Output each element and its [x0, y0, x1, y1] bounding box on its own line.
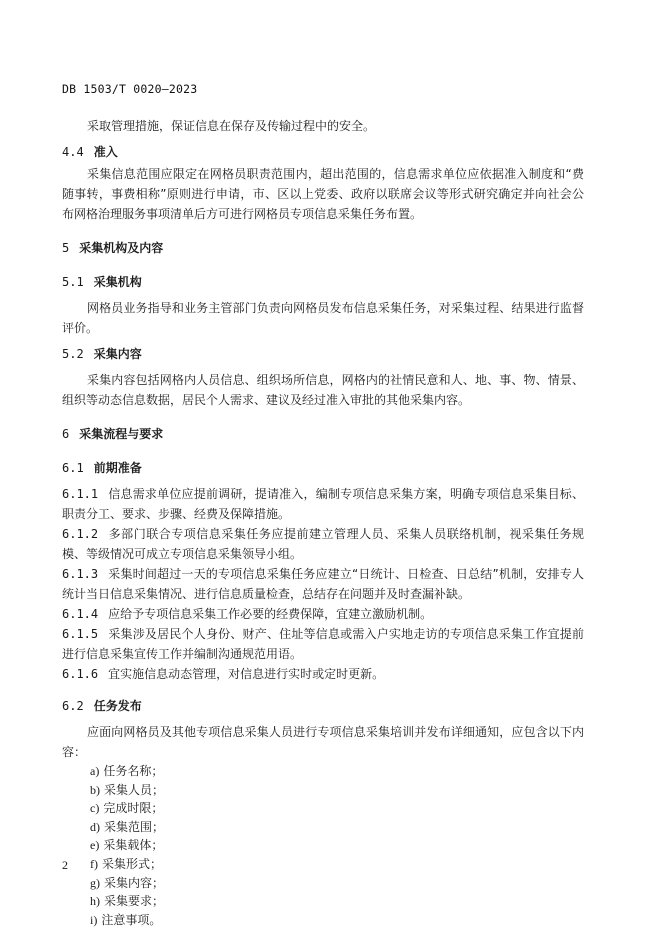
list-marker: g)	[90, 875, 100, 890]
section-title: 采集机构	[93, 275, 142, 289]
section-title: 前期准备	[93, 461, 142, 475]
document-code: DB 1503/T 0020—2023	[62, 82, 198, 96]
section-number: 5	[62, 241, 70, 255]
list-item-text: 采集人员；	[104, 782, 165, 797]
list-marker: f)	[90, 856, 98, 871]
section-title: 采集流程与要求	[79, 427, 164, 441]
list-marker: a)	[90, 764, 100, 778]
list-marker: h)	[90, 894, 100, 909]
clause-number: 6.1.2	[62, 527, 99, 541]
list-item-text: 采集内容；	[104, 875, 165, 890]
clause-text: 多部门联合专项信息采集任务应提前建立管理人员、采集人员联络机制，视采集任务规模、等级情况可成立专项信息采集领导小组。	[62, 527, 584, 561]
list-item-text: 任务名称；	[103, 764, 164, 778]
document-body	[62, 116, 584, 929]
section-number: 6.2	[62, 699, 84, 713]
list-item-text: 完成时限；	[103, 801, 164, 816]
clause-text: 信息需求单位应提前调研，提请准入，编制专项信息采集方案，明确专项信息采集目标、职责分工、要求、步骤、经费及保障措施。	[62, 487, 584, 521]
clause-number: 6.1.3	[62, 567, 99, 581]
section-number: 4.4	[62, 145, 84, 159]
section-5-2-text: 采集内容包括网格内人员信息、组织场所信息，网格内的社情民意和人、地、事、物、情景、组织等动态信息数据，居民个人需求、建议及经过准入审批的其他采集内容。	[62, 373, 584, 407]
clause-6-1-1	[62, 484, 584, 524]
list-item	[62, 855, 584, 874]
section-number: 6.1	[62, 461, 84, 475]
list-marker: c)	[90, 801, 100, 816]
list-item	[62, 818, 584, 837]
list-item-text: 采集要求；	[104, 894, 165, 909]
clause-6-1-2	[62, 524, 584, 564]
list-item	[62, 836, 584, 855]
section-number: 6	[62, 427, 70, 441]
clause-number: 6.1.1	[62, 487, 99, 501]
section-5-2-heading	[62, 344, 584, 364]
section-6-2-heading	[62, 696, 584, 716]
page-number: 2	[62, 858, 68, 872]
clause-text: 采集时间超过一天的专项信息采集任务应建立“日统计、日检查、日总结”机制，安排专人统计当日信息采集情况、进行信息质量检查，总结存在问题并及时查漏补缺。	[62, 567, 584, 601]
section-number: 5.2	[62, 347, 84, 361]
list-item-text: 采集载体；	[103, 838, 164, 853]
list-item	[62, 781, 584, 800]
list-item-text: 采集范围；	[104, 819, 165, 834]
section-title: 采集机构及内容	[79, 241, 164, 255]
clause-text: 宜实施信息动态管理，对信息进行实时或定时更新。	[108, 667, 385, 681]
clause-text: 应给予专项信息采集工作必要的经费保障，宜建立激励机制。	[108, 607, 433, 621]
notice-contents-list	[62, 762, 584, 929]
clause-text: 采集涉及居民个人身份、财产、住址等信息或需入户实地走访的专项信息采集工作宜提前进行信息采集宣传工作并编制沟通规范用语。	[62, 627, 584, 661]
section-number: 5.1	[62, 275, 84, 289]
clause-number: 6.1.5	[62, 627, 99, 641]
section-4-4-heading	[62, 142, 584, 162]
section-title: 采集内容	[93, 347, 142, 361]
section-6-1-heading	[62, 458, 584, 478]
clause-6-1-6	[62, 664, 584, 684]
section-title: 准入	[93, 145, 118, 159]
list-item	[62, 911, 584, 930]
section-6-2-intro: 应面向网格员及其他专项信息采集人员进行专项信息采集培训并发布详细通知，应包含以下内容：	[62, 725, 584, 759]
section-6-1-clauses	[62, 484, 584, 684]
clause-number: 6.1.4	[62, 607, 99, 621]
section-6-heading	[62, 424, 584, 444]
clause-6-1-5	[62, 624, 584, 664]
list-item	[62, 892, 584, 911]
list-item-text: 采集形式；	[102, 856, 163, 871]
section-5-1-text: 网格员业务指导和业务主管部门负责向网格员发布信息采集任务，对采集过程、结果进行监督评价。	[62, 301, 584, 335]
list-marker: b)	[90, 782, 100, 797]
section-4-4-text: 采集信息范围应限定在网格员职责范围内，超出范围的，信息需求单位应依据准入制度和“费随事转，事费相称”原则进行申请，市、区以上党委、政府以联席会议等形式研究确定并向社会公布网格治理服务事项清单后方可进行网格员专项信息采集任务布置。	[62, 167, 584, 221]
list-item-text: 注意事项。	[101, 912, 162, 927]
clause-6-1-4	[62, 604, 584, 624]
list-marker: d)	[90, 819, 100, 834]
list-item	[62, 762, 584, 781]
list-marker: e)	[90, 838, 100, 853]
clause-6-1-3	[62, 564, 584, 604]
section-5-heading	[62, 238, 584, 258]
list-marker: i)	[90, 912, 98, 927]
clause-number: 6.1.6	[62, 667, 99, 681]
list-item	[62, 799, 584, 818]
section-5-1-heading	[62, 272, 584, 292]
section-title: 任务发布	[93, 699, 142, 713]
list-item	[62, 874, 584, 893]
intro-paragraph: 采取管理措施，保证信息在保存及传输过程中的安全。	[87, 119, 376, 133]
